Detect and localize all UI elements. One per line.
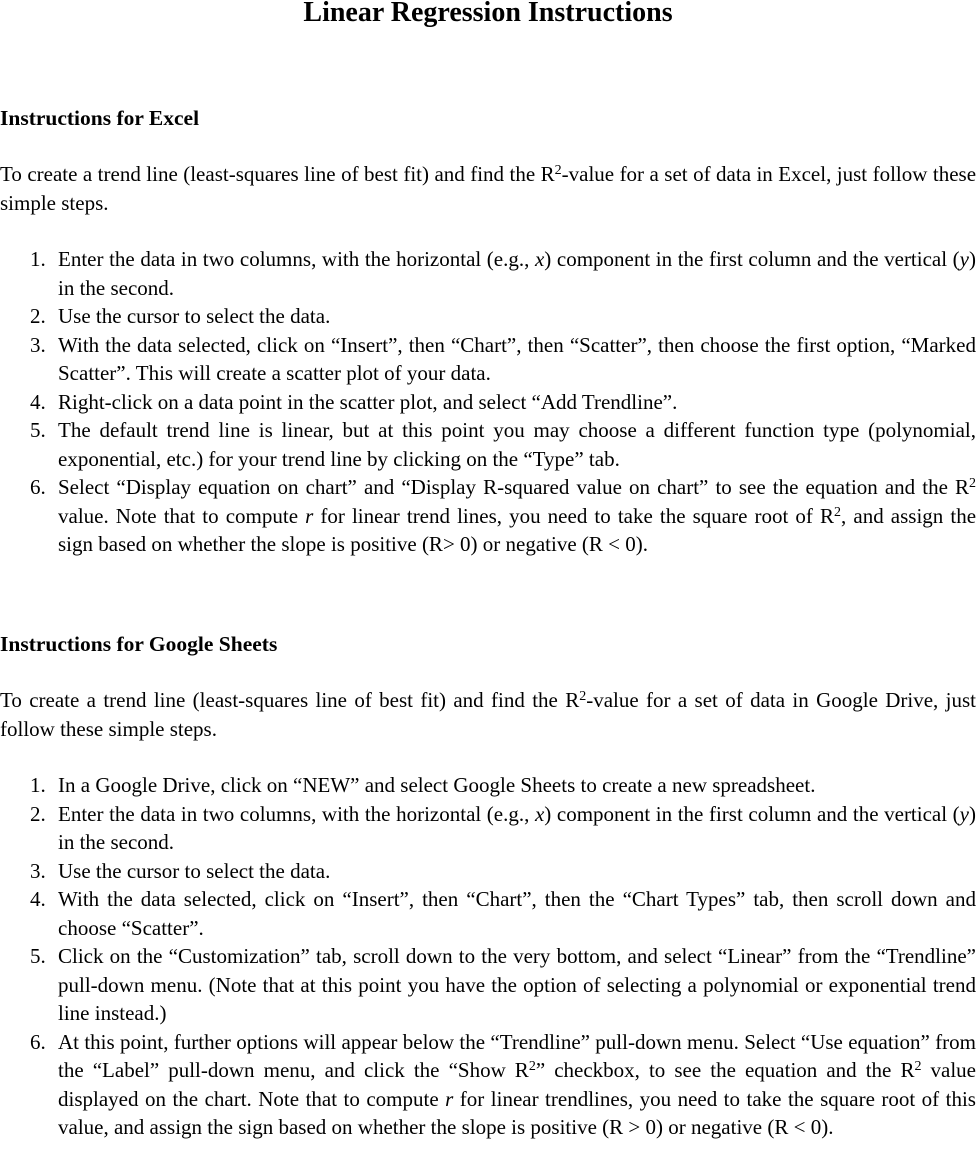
sheets-intro-paragraph: To create a trend line (least-squares line of best fit) and find the $R^2$-value for a set of data in Google Drive, just follow these simple steps. bbox=[0, 688, 976, 741]
list-item: 2. Use the cursor to select the data. bbox=[30, 304, 331, 328]
list-item: 5. The default trend line is linear, but at this point you may choose a different function type (polynomial, exponential, etc.) for your trend line by clicking on the “Type” tab. bbox=[30, 418, 976, 471]
sheets-section-heading: Instructions for Google Sheets bbox=[0, 632, 278, 656]
excel-section-heading: Instructions for Excel bbox=[0, 106, 200, 130]
page-title: Linear Regression Instructions bbox=[303, 0, 673, 28]
list-item: 6. Select “Display equation on chart” and “Display R-squared value on chart” to see the equation and the $R^2$ value. Note that to compute r for linear trend lines, you need to take the square root of $R^2$, and assign the sign based on whether the slope is positive (R> 0) or negative (R < 0). bbox=[30, 475, 976, 556]
excel-steps-list bbox=[0, 245, 976, 559]
excel-intro-paragraph: To create a trend line (least-squares line of best fit) and find the $R^2$-value for a set of data in Excel, just follow these simple steps. bbox=[0, 162, 976, 215]
list-item: 2. Enter the data in two columns, with the horizontal (e.g., x) component in the first column and the vertical (y) in the second. bbox=[30, 801, 976, 854]
list-item: 6. At this point, further options will appear below the “Trendline” pull-down menu. Select “Use equation” from the “Label” pull-down menu, and click the “Show $R^2$” checkbox, to see the equation and the $R^2$ value displayed on the chart. Note that to compute r for linear trendlines, you need to take the square root of this value, and assign the sign based on whether the slope is positive (R > 0) or negative (R < 0). bbox=[30, 1029, 976, 1139]
list-item: 4. With the data selected, click on “Insert”, then “Chart”, then the “Chart Types” tab, then scroll down and choose “Scatter”. bbox=[30, 887, 976, 940]
list-item: 3. With the data selected, click on “Insert”, then “Chart”, then “Scatter”, then choose the first option, “Marked Scatter”. This will create a scatter plot of your data. bbox=[30, 332, 976, 385]
sheets-steps-list bbox=[0, 771, 976, 1142]
list-item: 1. Enter the data in two columns, with the horizontal (e.g., x) component in the first column and the vertical (y) in the second. bbox=[30, 247, 976, 300]
list-item: 1. In a Google Drive, click on “NEW” and select Google Sheets to create a new spreadsheet. bbox=[30, 773, 816, 797]
list-item: 5. Click on the “Customization” tab, scroll down to the very bottom, and select “Linear” from the “Trendline” pull-down menu. (Note that at this point you have the option of selecting a polynomial or exponential trend line instead.) bbox=[30, 944, 976, 1025]
list-item: 4. Right-click on a data point in the scatter plot, and select “Add Trendline”. bbox=[30, 389, 678, 414]
list-item: 3. Use the cursor to select the data. bbox=[30, 858, 331, 883]
